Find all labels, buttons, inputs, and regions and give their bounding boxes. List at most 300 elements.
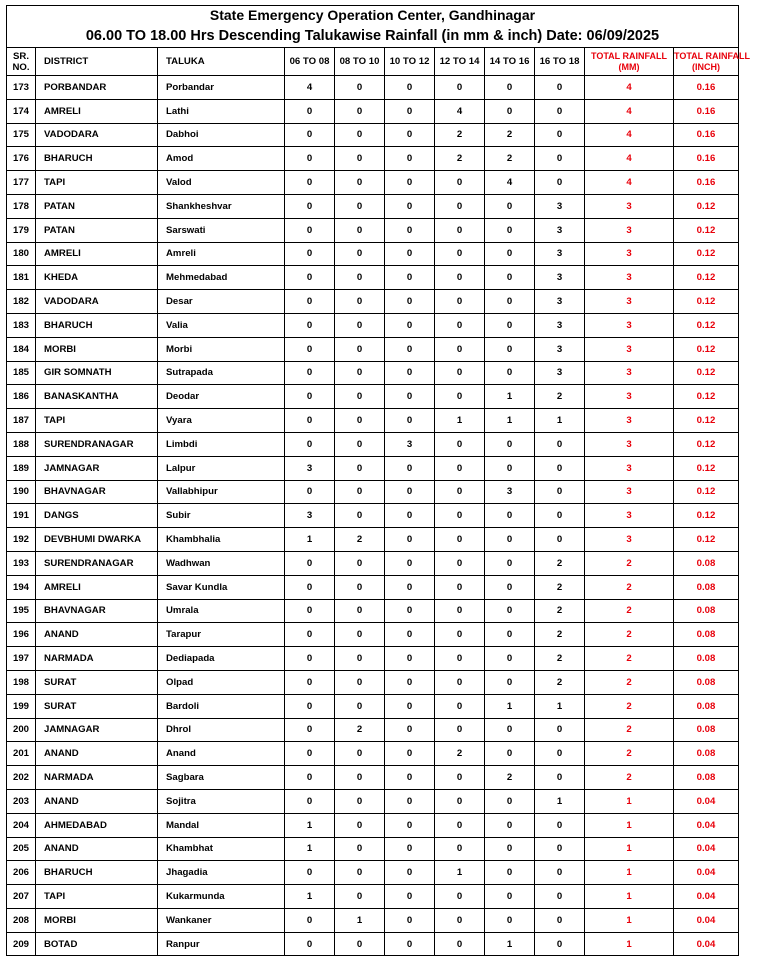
t16-18-cell: 2 [535,575,585,599]
t06-08-cell: 0 [285,313,335,337]
total-inch-cell: 0.08 [674,551,739,575]
total-mm-cell: 2 [585,623,674,647]
col-header-total-inch: TOTAL RAINFALL (INCH) [674,48,739,76]
district-cell: AMRELI [36,575,158,599]
t12-14-cell: 0 [435,194,485,218]
taluka-cell: Sojitra [158,789,285,813]
t10-12-cell: 0 [385,789,435,813]
t16-18-cell: 3 [535,194,585,218]
t06-08-cell: 0 [285,670,335,694]
t12-14-cell: 0 [435,456,485,480]
t12-14-cell: 0 [435,76,485,100]
table-row [7,575,739,599]
district-cell: SURAT [36,694,158,718]
sr-no-cell: 181 [7,266,36,290]
t06-08-cell: 1 [285,885,335,909]
taluka-cell: Dabhoi [158,123,285,147]
taluka-cell: Deodar [158,385,285,409]
total-inch-cell: 0.12 [674,242,739,266]
t16-18-cell: 0 [535,766,585,790]
t08-10-cell: 2 [335,718,385,742]
t10-12-cell: 0 [385,623,435,647]
total-mm-cell: 3 [585,456,674,480]
total-inch-cell: 0.12 [674,456,739,480]
total-mm-cell: 3 [585,409,674,433]
total-mm-cell: 3 [585,242,674,266]
t12-14-cell: 0 [435,766,485,790]
t16-18-cell: 0 [535,861,585,885]
t10-12-cell: 0 [385,837,435,861]
taluka-cell: Porbandar [158,76,285,100]
sr-no-cell: 190 [7,480,36,504]
total-mm-cell: 4 [585,171,674,195]
t10-12-cell: 0 [385,290,435,314]
table-row [7,385,739,409]
table-row [7,694,739,718]
table-row [7,599,739,623]
total-inch-cell: 0.08 [674,694,739,718]
t10-12-cell: 0 [385,670,435,694]
t16-18-cell: 0 [535,932,585,956]
sr-no-cell: 180 [7,242,36,266]
table-row [7,861,739,885]
total-mm-cell: 1 [585,932,674,956]
total-mm-cell: 1 [585,837,674,861]
t06-08-cell: 3 [285,504,335,528]
rainfall-table [6,47,750,956]
district-cell: SURAT [36,670,158,694]
t06-08-cell: 0 [285,171,335,195]
total-inch-cell: 0.04 [674,813,739,837]
t16-18-cell: 0 [535,742,585,766]
table-row [7,266,739,290]
t06-08-cell: 0 [285,266,335,290]
t14-16-cell: 0 [485,313,535,337]
t14-16-cell: 0 [485,718,535,742]
t08-10-cell: 0 [335,742,385,766]
sr-no-cell: 206 [7,861,36,885]
taluka-cell: Savar Kundla [158,575,285,599]
t12-14-cell: 0 [435,670,485,694]
t10-12-cell: 0 [385,694,435,718]
t16-18-cell: 1 [535,409,585,433]
sr-no-cell: 207 [7,885,36,909]
t06-08-cell: 0 [285,908,335,932]
t16-18-cell: 2 [535,647,585,671]
t10-12-cell: 0 [385,742,435,766]
district-cell: PATAN [36,218,158,242]
t06-08-cell: 1 [285,837,335,861]
t12-14-cell: 0 [435,789,485,813]
t14-16-cell: 0 [485,504,535,528]
t12-14-cell: 2 [435,123,485,147]
total-mm-cell: 3 [585,504,674,528]
district-cell: VADODARA [36,123,158,147]
district-cell: TAPI [36,171,158,195]
t06-08-cell: 0 [285,718,335,742]
sr-no-cell: 191 [7,504,36,528]
total-mm-cell: 2 [585,694,674,718]
taluka-cell: Bardoli [158,694,285,718]
t06-08-cell: 0 [285,599,335,623]
t08-10-cell: 0 [335,76,385,100]
sr-no-cell: 182 [7,290,36,314]
t08-10-cell: 0 [335,361,385,385]
sr-no-cell: 195 [7,599,36,623]
total-inch-cell: 0.12 [674,480,739,504]
table-row [7,742,739,766]
t10-12-cell: 0 [385,361,435,385]
t06-08-cell: 0 [285,694,335,718]
sr-no-cell: 187 [7,409,36,433]
t06-08-cell: 0 [285,766,335,790]
t10-12-cell: 0 [385,861,435,885]
t08-10-cell: 0 [335,266,385,290]
total-mm-cell: 1 [585,789,674,813]
total-mm-cell: 2 [585,718,674,742]
t16-18-cell: 0 [535,504,585,528]
t12-14-cell: 0 [435,242,485,266]
taluka-cell: Valod [158,171,285,195]
total-mm-cell: 3 [585,194,674,218]
t14-16-cell: 1 [485,385,535,409]
t14-16-cell: 0 [485,76,535,100]
table-row [7,147,739,171]
district-cell: BHARUCH [36,147,158,171]
taluka-cell: Subir [158,504,285,528]
district-cell: DANGS [36,504,158,528]
table-row [7,647,739,671]
t12-14-cell: 4 [435,99,485,123]
t06-08-cell: 0 [285,123,335,147]
t14-16-cell: 0 [485,528,535,552]
t12-14-cell: 0 [435,575,485,599]
table-row [7,76,739,100]
t16-18-cell: 0 [535,813,585,837]
taluka-cell: Sarswati [158,218,285,242]
district-cell: NARMADA [36,766,158,790]
t12-14-cell: 0 [435,623,485,647]
table-row [7,885,739,909]
t06-08-cell: 0 [285,290,335,314]
total-inch-cell: 0.12 [674,266,739,290]
t08-10-cell: 0 [335,932,385,956]
total-inch-cell: 0.12 [674,290,739,314]
sr-no-cell: 174 [7,99,36,123]
t16-18-cell: 0 [535,432,585,456]
total-inch-cell: 0.08 [674,670,739,694]
t14-16-cell: 1 [485,409,535,433]
t16-18-cell: 3 [535,361,585,385]
t12-14-cell: 2 [435,147,485,171]
total-inch-cell: 0.12 [674,361,739,385]
t12-14-cell: 0 [435,718,485,742]
t16-18-cell: 0 [535,76,585,100]
t10-12-cell: 0 [385,409,435,433]
total-mm-cell: 1 [585,885,674,909]
total-mm-cell: 2 [585,766,674,790]
table-row [7,813,739,837]
t14-16-cell: 0 [485,218,535,242]
t08-10-cell: 0 [335,766,385,790]
sr-no-cell: 202 [7,766,36,790]
district-cell: MORBI [36,908,158,932]
t10-12-cell: 0 [385,456,435,480]
taluka-cell: Mandal [158,813,285,837]
t14-16-cell: 0 [485,242,535,266]
t14-16-cell: 0 [485,551,535,575]
t14-16-cell: 0 [485,908,535,932]
t10-12-cell: 0 [385,266,435,290]
total-inch-cell: 0.12 [674,218,739,242]
t14-16-cell: 0 [485,575,535,599]
t06-08-cell: 0 [285,789,335,813]
t12-14-cell: 0 [435,171,485,195]
total-inch-cell: 0.04 [674,789,739,813]
t14-16-cell: 2 [485,147,535,171]
t08-10-cell: 0 [335,813,385,837]
t10-12-cell: 0 [385,599,435,623]
table-row [7,432,739,456]
t16-18-cell: 2 [535,551,585,575]
t16-18-cell: 0 [535,908,585,932]
t16-18-cell: 0 [535,718,585,742]
sr-no-cell: 198 [7,670,36,694]
taluka-cell: Amod [158,147,285,171]
total-inch-cell: 0.04 [674,932,739,956]
taluka-cell: Sutrapada [158,361,285,385]
district-cell: PATAN [36,194,158,218]
taluka-cell: Wadhwan [158,551,285,575]
taluka-cell: Umrala [158,599,285,623]
table-row [7,908,739,932]
total-inch-cell: 0.08 [674,766,739,790]
t06-08-cell: 0 [285,242,335,266]
total-mm-cell: 4 [585,99,674,123]
table-body [7,76,739,956]
t06-08-cell: 0 [285,480,335,504]
total-mm-cell: 4 [585,123,674,147]
total-inch-cell: 0.04 [674,908,739,932]
total-inch-cell: 0.12 [674,409,739,433]
total-inch-cell: 0.08 [674,742,739,766]
t16-18-cell: 3 [535,290,585,314]
total-mm-cell: 3 [585,266,674,290]
t10-12-cell: 0 [385,813,435,837]
t12-14-cell: 0 [435,385,485,409]
taluka-cell: Olpad [158,670,285,694]
t14-16-cell: 2 [485,123,535,147]
t14-16-cell: 4 [485,171,535,195]
t06-08-cell: 0 [285,385,335,409]
t06-08-cell: 0 [285,409,335,433]
taluka-cell: Tarapur [158,623,285,647]
t06-08-cell: 0 [285,932,335,956]
district-cell: SURENDRANAGAR [36,432,158,456]
t08-10-cell: 0 [335,194,385,218]
t10-12-cell: 0 [385,194,435,218]
t12-14-cell: 0 [435,647,485,671]
district-cell: JAMNAGAR [36,718,158,742]
t16-18-cell: 0 [535,528,585,552]
taluka-cell: Mehmedabad [158,266,285,290]
total-inch-cell: 0.04 [674,837,739,861]
t12-14-cell: 0 [435,218,485,242]
t08-10-cell: 0 [335,480,385,504]
t06-08-cell: 0 [285,623,335,647]
t12-14-cell: 0 [435,528,485,552]
t16-18-cell: 2 [535,670,585,694]
total-inch-cell: 0.12 [674,432,739,456]
taluka-cell: Khambhat [158,837,285,861]
t12-14-cell: 0 [435,361,485,385]
sr-no-cell: 192 [7,528,36,552]
total-inch-cell: 0.08 [674,647,739,671]
t08-10-cell: 0 [335,885,385,909]
taluka-cell: Vallabhipur [158,480,285,504]
total-inch-cell: 0.16 [674,147,739,171]
table-row [7,837,739,861]
total-mm-cell: 4 [585,76,674,100]
table-row [7,718,739,742]
t16-18-cell: 0 [535,480,585,504]
t06-08-cell: 0 [285,551,335,575]
t12-14-cell: 0 [435,932,485,956]
total-inch-cell: 0.08 [674,623,739,647]
t10-12-cell: 0 [385,480,435,504]
t06-08-cell: 0 [285,861,335,885]
t16-18-cell: 0 [535,837,585,861]
t08-10-cell: 0 [335,551,385,575]
t10-12-cell: 0 [385,718,435,742]
t10-12-cell: 0 [385,766,435,790]
total-mm-cell: 1 [585,813,674,837]
district-cell: KHEDA [36,266,158,290]
t16-18-cell: 0 [535,456,585,480]
table-row [7,456,739,480]
sr-no-cell: 184 [7,337,36,361]
t12-14-cell: 0 [435,432,485,456]
t08-10-cell: 0 [335,123,385,147]
district-cell: PORBANDAR [36,76,158,100]
col-header-12-14: 12 TO 14 [435,48,485,76]
total-mm-cell: 2 [585,742,674,766]
total-inch-cell: 0.16 [674,123,739,147]
t08-10-cell: 0 [335,432,385,456]
sr-no-cell: 178 [7,194,36,218]
t14-16-cell: 0 [485,599,535,623]
t16-18-cell: 2 [535,385,585,409]
district-cell: BANASKANTHA [36,385,158,409]
taluka-cell: Ranpur [158,932,285,956]
t08-10-cell: 0 [335,147,385,171]
t08-10-cell: 0 [335,171,385,195]
t14-16-cell: 0 [485,361,535,385]
sr-no-cell: 183 [7,313,36,337]
total-inch-cell: 0.08 [674,599,739,623]
t10-12-cell: 0 [385,218,435,242]
col-header-district: DISTRICT [36,48,158,76]
t16-18-cell: 0 [535,171,585,195]
t08-10-cell: 0 [335,290,385,314]
t14-16-cell: 0 [485,456,535,480]
total-inch-cell: 0.12 [674,504,739,528]
table-row [7,290,739,314]
table-row [7,194,739,218]
district-cell: AHMEDABAD [36,813,158,837]
t14-16-cell: 0 [485,266,535,290]
t08-10-cell: 0 [335,337,385,361]
table-row [7,99,739,123]
total-inch-cell: 0.08 [674,718,739,742]
col-header-total-mm: TOTAL RAINFALL (MM) [585,48,674,76]
t14-16-cell: 0 [485,290,535,314]
t08-10-cell: 0 [335,861,385,885]
t14-16-cell: 1 [485,932,535,956]
sr-no-cell: 177 [7,171,36,195]
sr-no-cell: 193 [7,551,36,575]
t14-16-cell: 2 [485,766,535,790]
t08-10-cell: 0 [335,837,385,861]
t14-16-cell: 0 [485,623,535,647]
district-cell: TAPI [36,885,158,909]
sr-no-cell: 201 [7,742,36,766]
col-header-06-08: 06 TO 08 [285,48,335,76]
t12-14-cell: 0 [435,694,485,718]
t08-10-cell: 0 [335,647,385,671]
taluka-cell: Vyara [158,409,285,433]
t10-12-cell: 0 [385,932,435,956]
total-mm-cell: 2 [585,551,674,575]
total-mm-cell: 3 [585,337,674,361]
total-mm-cell: 3 [585,432,674,456]
district-cell: VADODARA [36,290,158,314]
total-mm-cell: 3 [585,290,674,314]
t08-10-cell: 2 [335,528,385,552]
t06-08-cell: 1 [285,528,335,552]
t06-08-cell: 0 [285,218,335,242]
total-mm-cell: 1 [585,861,674,885]
total-inch-cell: 0.12 [674,194,739,218]
t06-08-cell: 0 [285,647,335,671]
table-row [7,218,739,242]
t10-12-cell: 0 [385,528,435,552]
t08-10-cell: 0 [335,575,385,599]
district-cell: BOTAD [36,932,158,956]
t10-12-cell: 0 [385,99,435,123]
col-header-sr-no: SR. NO. [7,48,36,76]
t14-16-cell: 0 [485,742,535,766]
total-mm-cell: 4 [585,147,674,171]
table-row [7,670,739,694]
taluka-cell: Valia [158,313,285,337]
col-header-16-18: 16 TO 18 [535,48,585,76]
t08-10-cell: 0 [335,99,385,123]
district-cell: DEVBHUMI DWARKA [36,528,158,552]
t12-14-cell: 0 [435,885,485,909]
district-cell: JAMNAGAR [36,456,158,480]
t10-12-cell: 0 [385,313,435,337]
t08-10-cell: 0 [335,409,385,433]
total-inch-cell: 0.12 [674,313,739,337]
t16-18-cell: 2 [535,623,585,647]
t10-12-cell: 0 [385,908,435,932]
t12-14-cell: 0 [435,480,485,504]
total-inch-cell: 0.12 [674,337,739,361]
taluka-cell: Anand [158,742,285,766]
t06-08-cell: 0 [285,432,335,456]
t14-16-cell: 0 [485,837,535,861]
